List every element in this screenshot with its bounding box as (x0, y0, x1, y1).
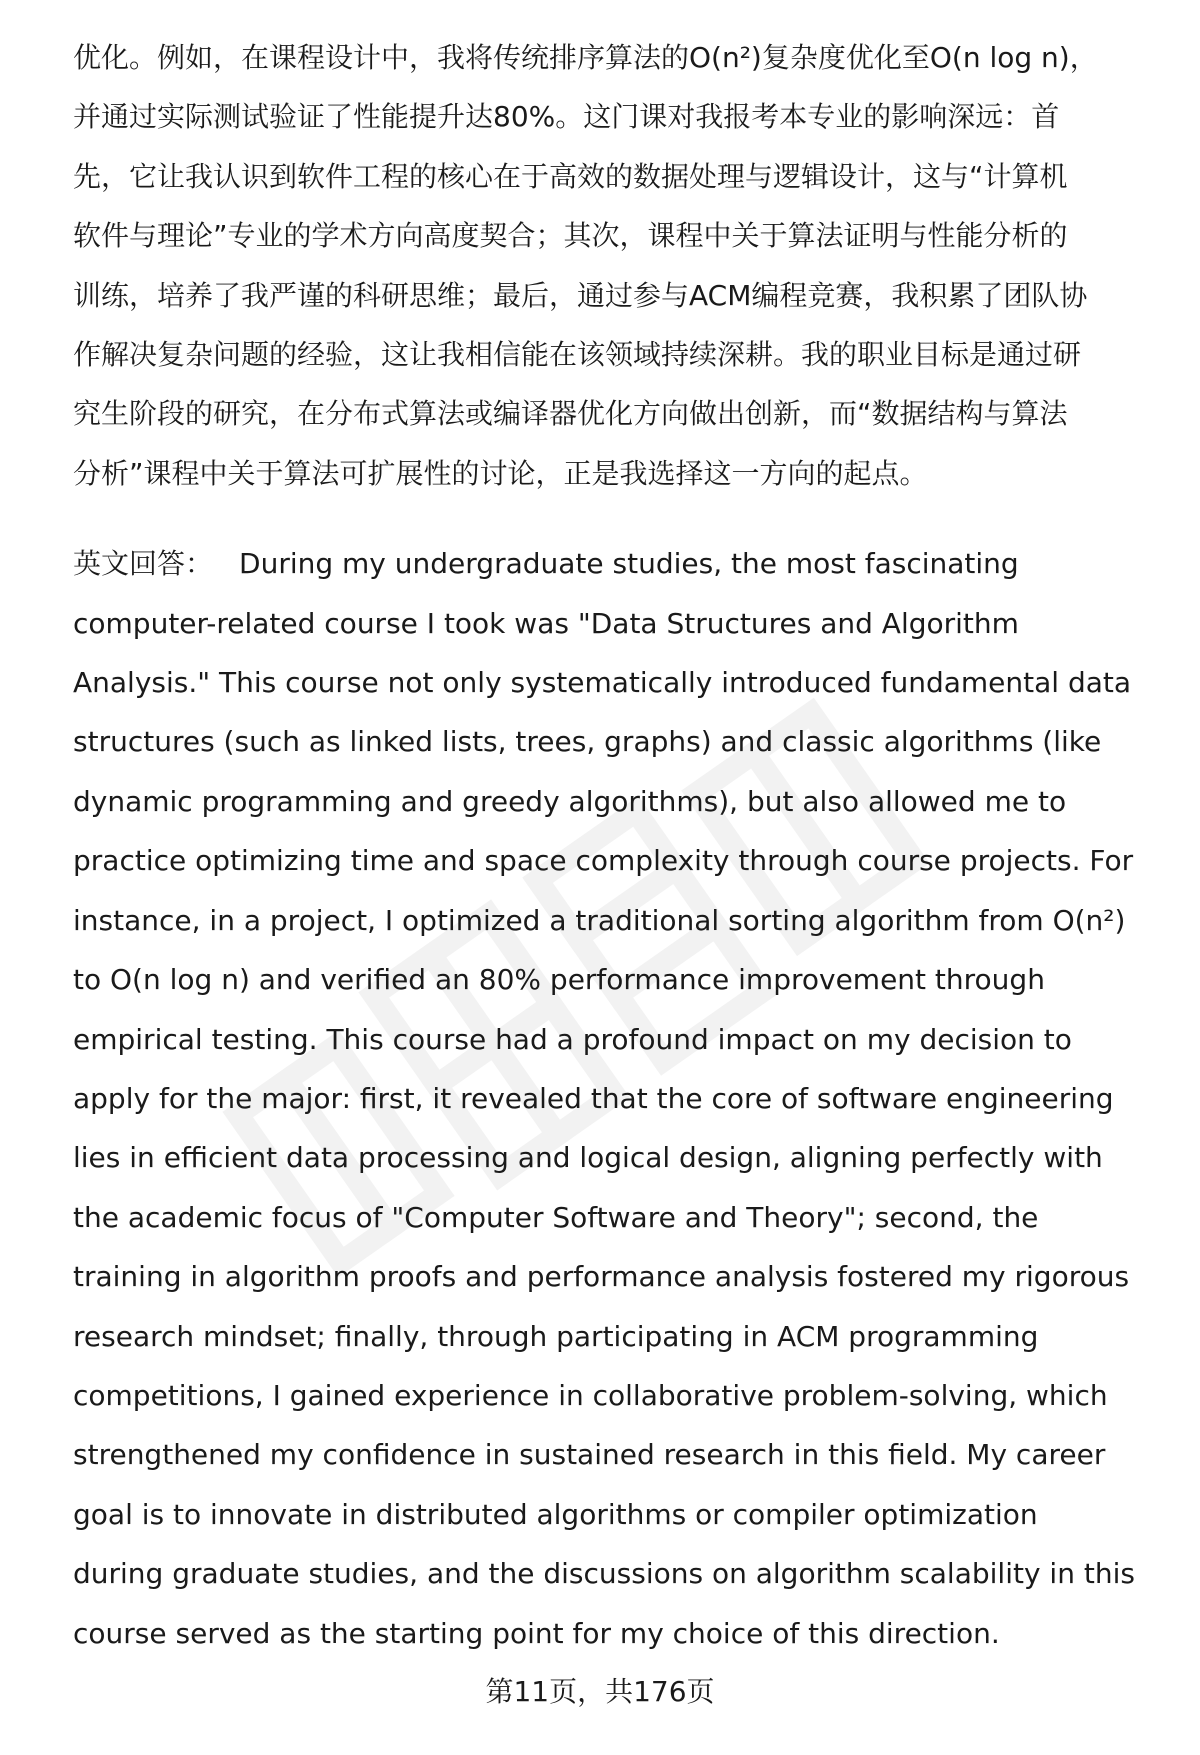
english-line: strengthened my confidence in sustained research in this field. My career (73, 1438, 1106, 1472)
english-line: dynamic programming and greedy algorithms), but also allowed me to (73, 784, 1067, 818)
english-line: During my undergraduate studies, the most fascinating (239, 547, 1019, 581)
english-line: Analysis." This course not only systematically introduced fundamental data (73, 666, 1132, 700)
chinese-line: 优化。例如，在课程设计中，我将传统排序算法的O(n²)复杂度优化至O(n log n)， (73, 41, 1098, 74)
english-line: instance, in a project, I optimized a traditional sorting algorithm from O(n²) (73, 903, 1126, 937)
english-line: the academic focus of "Computer Software and Theory"; second, the (73, 1200, 1039, 1234)
chinese-line: 作解决复杂问题的经验，这让我相信能在该领域持续深耕。我的职业目标是通过研 (73, 338, 1082, 372)
chinese-line: 训练，培养了我严谨的科研思维；最后，通过参与ACM编程竞赛，我积累了团队协 (73, 278, 1088, 312)
english-line: empirical testing. This course had a profound impact on my decision to (73, 1022, 1072, 1056)
english-line: lies in efficient data processing and logical design, aligning perfectly with (73, 1141, 1103, 1175)
english-answer-label: 英文回答： (73, 547, 214, 581)
english-line: during graduate studies, and the discussions on algorithm scalability in this (73, 1557, 1135, 1591)
english-line: training in algorithm proofs and performance analysis fostered my rigorous (73, 1260, 1130, 1294)
english-first-line (73, 534, 1155, 593)
english-line: to O(n log n) and verified an 80% performance improvement through (73, 963, 1045, 997)
english-line: competitions, I gained experience in collaborative problem-solving, which (73, 1378, 1108, 1412)
page-number-footer: 第11页，共176页 (485, 1675, 715, 1708)
chinese-line: 究生阶段的研究，在分布式算法或编译器优化方向做出创新，而“数据结构与算法 (73, 397, 1068, 431)
english-line: structures (such as linked lists, trees, graphs) and classic algorithms (like (73, 725, 1102, 759)
english-line: computer-related course I took was "Data Structures and Algorithm (73, 606, 1019, 640)
english-line: research mindset; finally, through participating in ACM programming (73, 1319, 1039, 1353)
chinese-line: 软件与理论”专业的学术方向高度契合；其次，课程中关于算法证明与性能分析的 (73, 219, 1068, 253)
english-line: course served as the starting point for my choice of this direction. (73, 1616, 1000, 1650)
english-answer-paragraph (73, 534, 1155, 1663)
document-body (73, 28, 1155, 1663)
chinese-line: 分析”课程中关于算法可扩展性的讨论，正是我选择这一方向的起点。 (73, 456, 928, 490)
chinese-line: 先，它让我认识到软件工程的核心在于高效的数据处理与逻辑设计，这与“计算机 (73, 159, 1068, 193)
english-line: practice optimizing time and space complexity through course projects. For (73, 844, 1134, 878)
chinese-answer-paragraph (73, 28, 1155, 503)
english-line: goal is to innovate in distributed algorithms or compiler optimization (73, 1497, 1038, 1531)
english-line: apply for the major: first, it revealed that the core of software engineering (73, 1081, 1114, 1115)
chinese-line: 并通过实际测试验证了性能提升达80%。这门课对我报考本专业的影响深远：首 (73, 100, 1060, 134)
